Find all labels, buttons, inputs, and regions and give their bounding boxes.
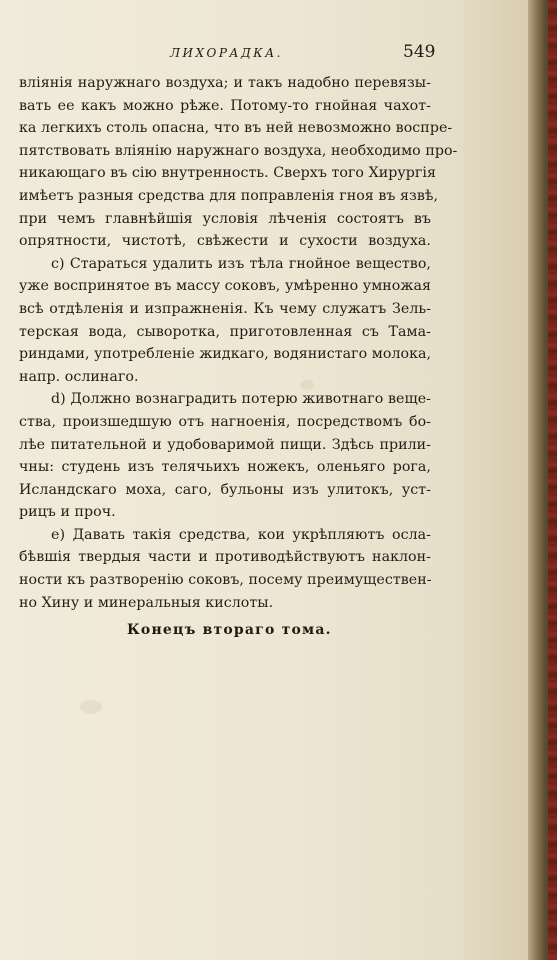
text-line: d) Должно вознаградить потерю животнаго веще- <box>51 391 431 408</box>
text-line: никающаго въ сію внутренность. Сверхъ того Хирургія <box>19 165 436 182</box>
text-line: пятствовать вліянію наружнаго воздуха, необходимо про- <box>19 142 458 159</box>
text-line: при чемъ главнѣйшія условія лѣченія состоятъ въ <box>19 210 431 227</box>
text-line: имѣетъ разныя средства для поправленія гноя въ язвѣ, <box>19 187 439 204</box>
text-line: напр. ослинаго. <box>19 368 139 385</box>
text-line: чны: студень изъ телячьихъ ножекъ, оленьяго рога, <box>19 459 431 476</box>
text-line: Исландскаго моха, саго, бульоны изъ улитокъ, уст- <box>19 481 431 498</box>
text-line: c) Стараться удалить изъ тѣла гнойное вещество, <box>51 255 431 272</box>
text-line: вать ее какъ можно рѣже. Потому-то гнойная чахот- <box>19 97 431 114</box>
text-line: всѣ отдѣленія и изпражненія. Къ чему служатъ Зель- <box>19 300 431 317</box>
text-line: терская вода, сыворотка, приготовленная съ Тама- <box>19 323 431 340</box>
text-line: e) Давать такія средства, кои укрѣпляютъ осла- <box>51 526 431 543</box>
text-line: уже воспринятое въ массу соковъ, умѣренно умножая <box>19 278 431 295</box>
end-of-volume-note: Конецъ втораго тома. <box>127 622 332 638</box>
text-line: опрятности, чистотѣ, свѣжести и сухости воздуха. <box>19 233 431 250</box>
running-title: ЛИХОРАДКА. <box>170 46 283 60</box>
text-line: риндами, употребленіе жидкаго, водянистаго молока, <box>19 346 432 363</box>
book-binding-edge <box>548 0 557 960</box>
text-line: вліянія наружнаго воздуха; и такъ надобно перевязы- <box>19 75 431 91</box>
paper-stain <box>80 700 102 714</box>
body-text <box>19 72 458 614</box>
text-line: но Хину и минеральныя кислоты. <box>19 594 274 611</box>
text-line: рицъ и проч. <box>19 504 116 521</box>
text-line: ности къ разтворенію соковъ, посему преимуществен- <box>19 572 432 589</box>
page-number: 549 <box>403 42 436 62</box>
text-line: лѣе питательной и удобоваримой пищи. Здѣсь прили- <box>19 436 431 453</box>
text-line: ства, произшедшую отъ нагноенія, посредствомъ бо- <box>19 413 431 430</box>
text-line: ка легкихъ столь опасна, что въ ней невозможно воспре- <box>19 120 453 137</box>
text-line: бѣвшія твердыя части и противодѣйствуютъ наклон- <box>19 549 431 566</box>
